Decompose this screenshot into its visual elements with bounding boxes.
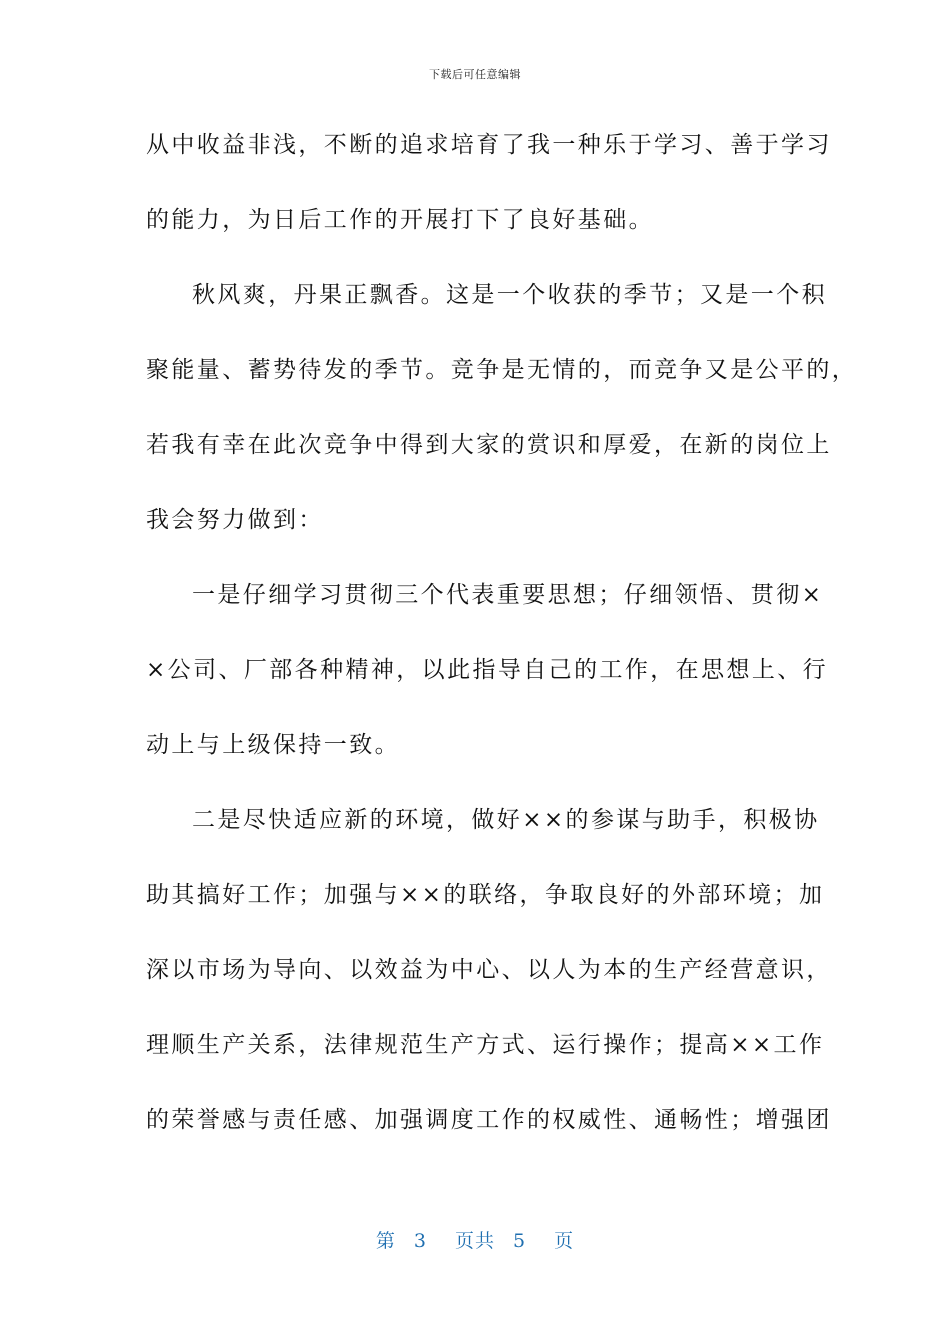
total-pages-number: 5 <box>513 1230 527 1252</box>
body-line: 的能力，为日后工作的开展打下了良好基础。 <box>146 207 654 233</box>
body-line: ×公司、厂部各种精神，以此指导自己的工作，在思想上、行 <box>146 657 829 683</box>
body-line: 动上与上级保持一致。 <box>146 732 400 758</box>
paragraph-first-line: 一是仔细学习贯彻三个代表重要思想；仔细领悟、贯彻× <box>192 582 824 608</box>
body-line: 助其搞好工作；加强与××的联络，争取良好的外部环境；加 <box>146 882 825 908</box>
page-label-middle: 页共 <box>454 1230 495 1252</box>
paragraph-first-line: 秋风爽，丹果正飘香。这是一个收获的季节；又是一个积 <box>192 282 827 308</box>
page-label-suffix: 页 <box>554 1230 575 1252</box>
current-page-number: 3 <box>413 1230 427 1252</box>
page-header: 下载后可任意编辑 <box>429 68 521 81</box>
body-line: 的荣誉感与责任感、加强调度工作的权威性、通畅性；增强团 <box>146 1107 832 1133</box>
page-footer <box>0 1226 950 1253</box>
body-line: 深以市场为导向、以效益为中心、以人为本的生产经营意识， <box>146 957 832 983</box>
page-label-prefix: 第 <box>375 1230 396 1252</box>
body-line: 从中收益非浅，不断的追求培育了我一种乐于学习、善于学习 <box>146 132 832 158</box>
body-line: 我会努力做到： <box>146 507 324 533</box>
body-line: 若我有幸在此次竞争中得到大家的赏识和厚爱，在新的岗位上 <box>146 432 832 458</box>
body-line: 聚能量、蓄势待发的季节。竞争是无情的，而竞争又是公平的， <box>146 357 858 383</box>
body-line: 理顺生产关系，法律规范生产方式、运行操作；提高××工作 <box>146 1032 825 1058</box>
paragraph-first-line: 二是尽快适应新的环境，做好××的参谋与助手，积极协 <box>192 807 820 833</box>
